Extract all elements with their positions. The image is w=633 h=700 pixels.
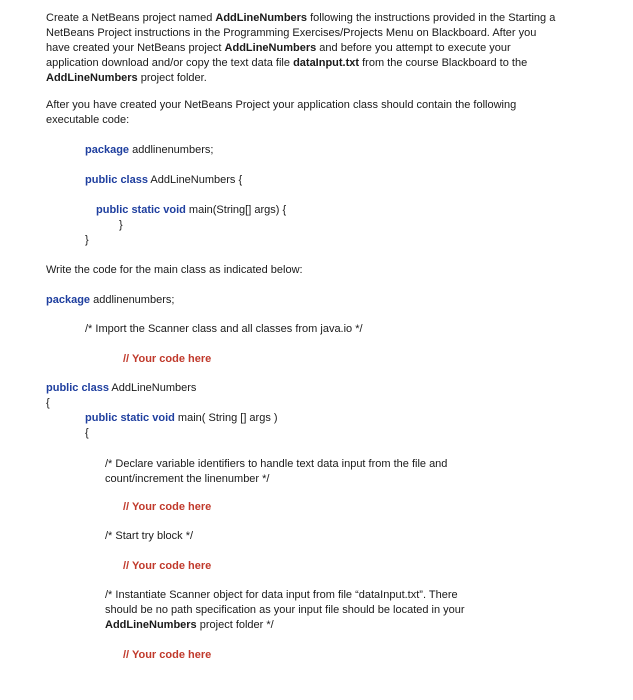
code2-declare-comment-1: /* Declare variable identifiers to handle text data input from the file and [105, 458, 448, 470]
intro-line-5: AddLineNumbers project folder. [46, 72, 207, 84]
code2-your-code-here-2: // Your code here [123, 501, 212, 513]
code2-main-open: { [85, 427, 89, 439]
after-line-2: executable code: [46, 114, 130, 126]
code1-class: public class AddLineNumbers { [85, 174, 243, 186]
intro-line-2: NetBeans Project instructions in the Programming Exercises/Projects Menu on Blackboard. After you [46, 27, 537, 39]
code1-close-main: } [119, 219, 123, 231]
code2-your-code-here-1: // Your code here [123, 353, 212, 365]
after-line-1: After you have created your NetBeans Project your application class should contain the following [46, 99, 517, 111]
code2-import-comment: /* Import the Scanner class and all classes from java.io */ [85, 323, 363, 335]
code2-scanner-comment-1: /* Instantiate Scanner object for data input from file “dataInput.txt”. There [105, 589, 458, 601]
intro-line-3: have created your NetBeans project AddLineNumbers and before you attempt to execute your [46, 42, 511, 54]
code2-try-comment: /* Start try block */ [105, 530, 194, 542]
code1-close-class: } [85, 234, 89, 246]
code2-package: package addlinenumbers; [46, 294, 175, 306]
code2-your-code-here-3: // Your code here [123, 560, 212, 572]
code1-main: public static void main(String[] args) { [96, 204, 287, 216]
code1-package: package addlinenumbers; [85, 144, 214, 156]
code2-your-code-here-4: // Your code here [123, 649, 212, 661]
code2-main: public static void main( String [] args ) [85, 412, 278, 424]
code2-scanner-comment-3: AddLineNumbers project folder */ [105, 619, 274, 631]
write-instruction: Write the code for the main class as indicated below: [46, 264, 303, 276]
code2-class: public class AddLineNumbers [46, 382, 197, 394]
intro-line-1: Create a NetBeans project named AddLineNumbers following the instructions provided in the Starting a [46, 12, 556, 24]
intro-line-4: application download and/or copy the text data file dataInput.txt from the course Blackboard to the [46, 57, 528, 69]
code2-declare-comment-2: count/increment the linenumber */ [105, 473, 270, 485]
code2-scanner-comment-2: should be no path specification as your input file should be located in your [105, 604, 465, 616]
code2-class-open: { [46, 397, 50, 409]
